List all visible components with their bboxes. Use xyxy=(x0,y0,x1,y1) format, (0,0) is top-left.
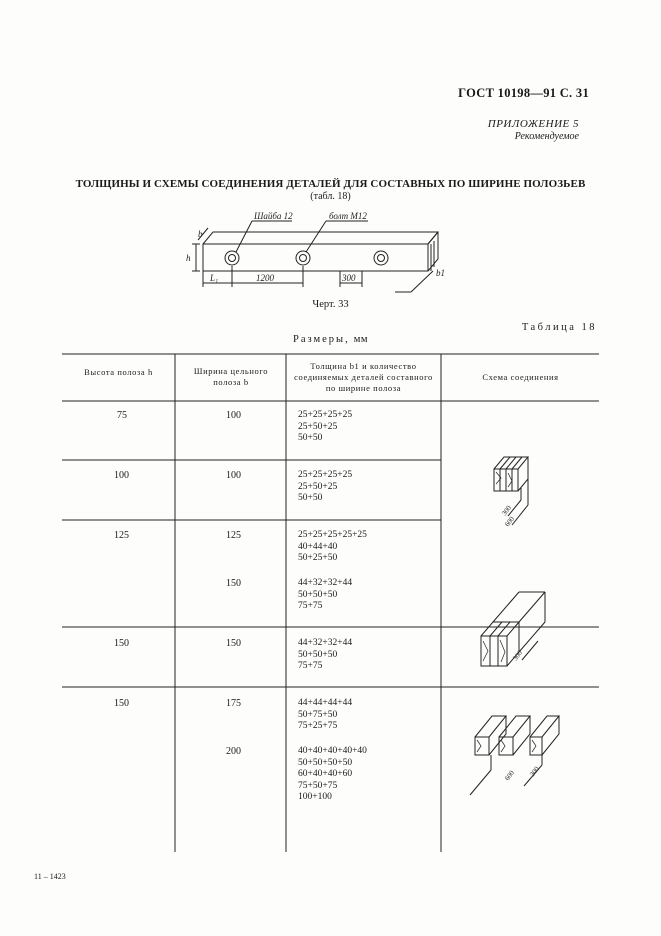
figure-caption: Черт. 33 xyxy=(312,299,349,310)
row3-height: 125 xyxy=(114,530,129,541)
row1-height: 75 xyxy=(117,410,127,421)
row7-width: 200 xyxy=(226,746,241,757)
row1-thickness: 25+25+25+25 25+50+25 50+50 xyxy=(298,410,353,443)
row6-height: 150 xyxy=(114,698,129,709)
washer-label: Шайба 12 xyxy=(254,211,293,221)
bolt-label: болт М12 xyxy=(329,211,367,221)
row2-width: 100 xyxy=(226,470,241,481)
sizes-word: Размеры, xyxy=(292,334,350,345)
scheme-2-dim-300: 300 xyxy=(511,649,525,663)
l1-dimension-label: L₁ xyxy=(210,273,219,283)
row6-width: 175 xyxy=(226,698,241,709)
scheme-1-dim-600: 600 xyxy=(503,515,517,529)
h-dimension-label: h xyxy=(186,253,191,263)
row2-thickness: 25+25+25+25 25+50+25 50+50 xyxy=(298,470,353,503)
row5-width: 150 xyxy=(226,638,241,649)
row5-height: 150 xyxy=(114,638,129,649)
dim-300-label: 300 xyxy=(342,273,356,283)
row4-width: 150 xyxy=(226,578,241,589)
row4-thickness: 44+32+32+44 50+50+50 75+75 xyxy=(298,578,353,611)
dim-1200-label: 1200 xyxy=(256,273,274,283)
row6-thickness: 44+44+44+44 50+75+50 75+25+75 xyxy=(298,698,353,731)
row5-thickness: 44+32+32+44 50+50+50 75+75 xyxy=(298,638,353,671)
row7-thickness: 40+40+40+40+40 50+50+50+50 60+40+40+60 75+50+75 100+100 xyxy=(298,746,367,802)
table-number: Таблица 18 xyxy=(521,322,597,333)
footer-code: 11 – 1423 xyxy=(34,872,66,881)
scheme-1-dim-300: 300 xyxy=(500,504,514,518)
row3-thickness: 25+25+25+25+25 40+44+40 50+25+50 xyxy=(298,530,367,563)
appendix-label: ПРИЛОЖЕНИЕ 5 xyxy=(487,118,579,130)
row1-width: 100 xyxy=(226,410,241,421)
row3-width: 125 xyxy=(226,530,241,541)
page-subtitle: (табл. 18) xyxy=(310,191,351,202)
scheme-3-dim-600: 600 xyxy=(503,769,517,783)
row2-height: 100 xyxy=(114,470,129,481)
scheme-3-dim-300: 300 xyxy=(528,765,542,779)
sizes-unit: мм xyxy=(353,334,369,345)
header-scheme: Схема соединения xyxy=(482,372,559,382)
b1-dimension-label: b1 xyxy=(436,268,445,278)
header-width: Ширина цельного полоза b xyxy=(193,366,269,387)
header-thickness: Толщина b1 и количество соединяемых деталей составного по ширине полоза xyxy=(294,361,433,393)
b-dimension-label: b xyxy=(198,229,203,239)
document-number: ГОСТ 10198—91 С. 31 xyxy=(458,86,589,100)
header-height: Высота полоза h xyxy=(84,367,153,377)
page-title: ТОЛЩИНЫ И СХЕМЫ СОЕДИНЕНИЯ ДЕТАЛЕЙ ДЛЯ СОСТАВНЫХ ПО ШИРИНЕ ПОЛОЗЬЕВ xyxy=(75,178,586,190)
recommended-label: Рекомендуемое xyxy=(514,131,579,142)
